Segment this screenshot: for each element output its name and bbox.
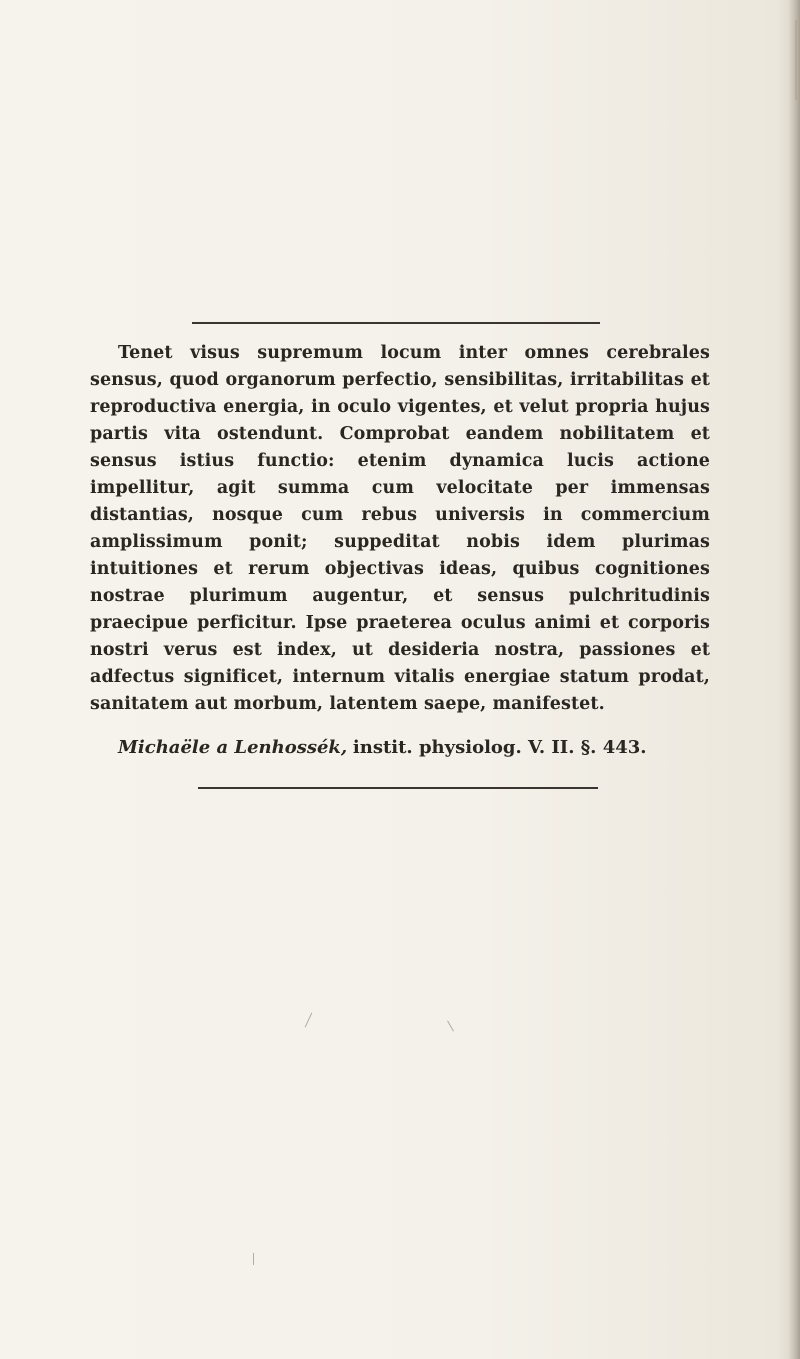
page-edge-shadow — [788, 0, 800, 1359]
citation-author: Michaële a Lenhossék, — [118, 737, 348, 758]
paper-mark — [305, 1013, 313, 1028]
epigraph-citation — [118, 734, 718, 761]
paper-mark — [253, 1253, 254, 1265]
citation-reference: instit. physiolog. V. II. §. 443. — [352, 737, 647, 758]
passage-text: Tenet visus supremum locum inter omnes cerebrales sensus, quod organorum perfectio, sensibilitas, irritabilitas et reproductiva energia, in oculo vigentes, et velut propria hujus partis vita ostendunt. Comprobat eandem nobilitatem et sensus istius functio: etenim dynamica lucis actione impellitur, agit summa cum velocitate per immensas distantias, nosque cum rebus universis in commercium amplissimum ponit; suppeditat nobis idem plurimas intuitiones et rerum objectivas ideas, quibus cognitiones nostrae plurimum augentur, et sensus pulchritudinis praecipue perficitur. Ipse praeterea oculus animi et corporis nostri verus est index, ut desideria nostra, passiones et adfectus significet, internum vitalis energiae statum prodat, sanitatem aut morbum, latentem saepe, manifestet. — [90, 343, 710, 714]
top-rule — [192, 322, 600, 324]
bottom-rule — [198, 787, 598, 789]
paper-mark — [795, 20, 797, 100]
epigraph-passage — [90, 340, 710, 718]
paper-mark — [447, 1021, 454, 1032]
